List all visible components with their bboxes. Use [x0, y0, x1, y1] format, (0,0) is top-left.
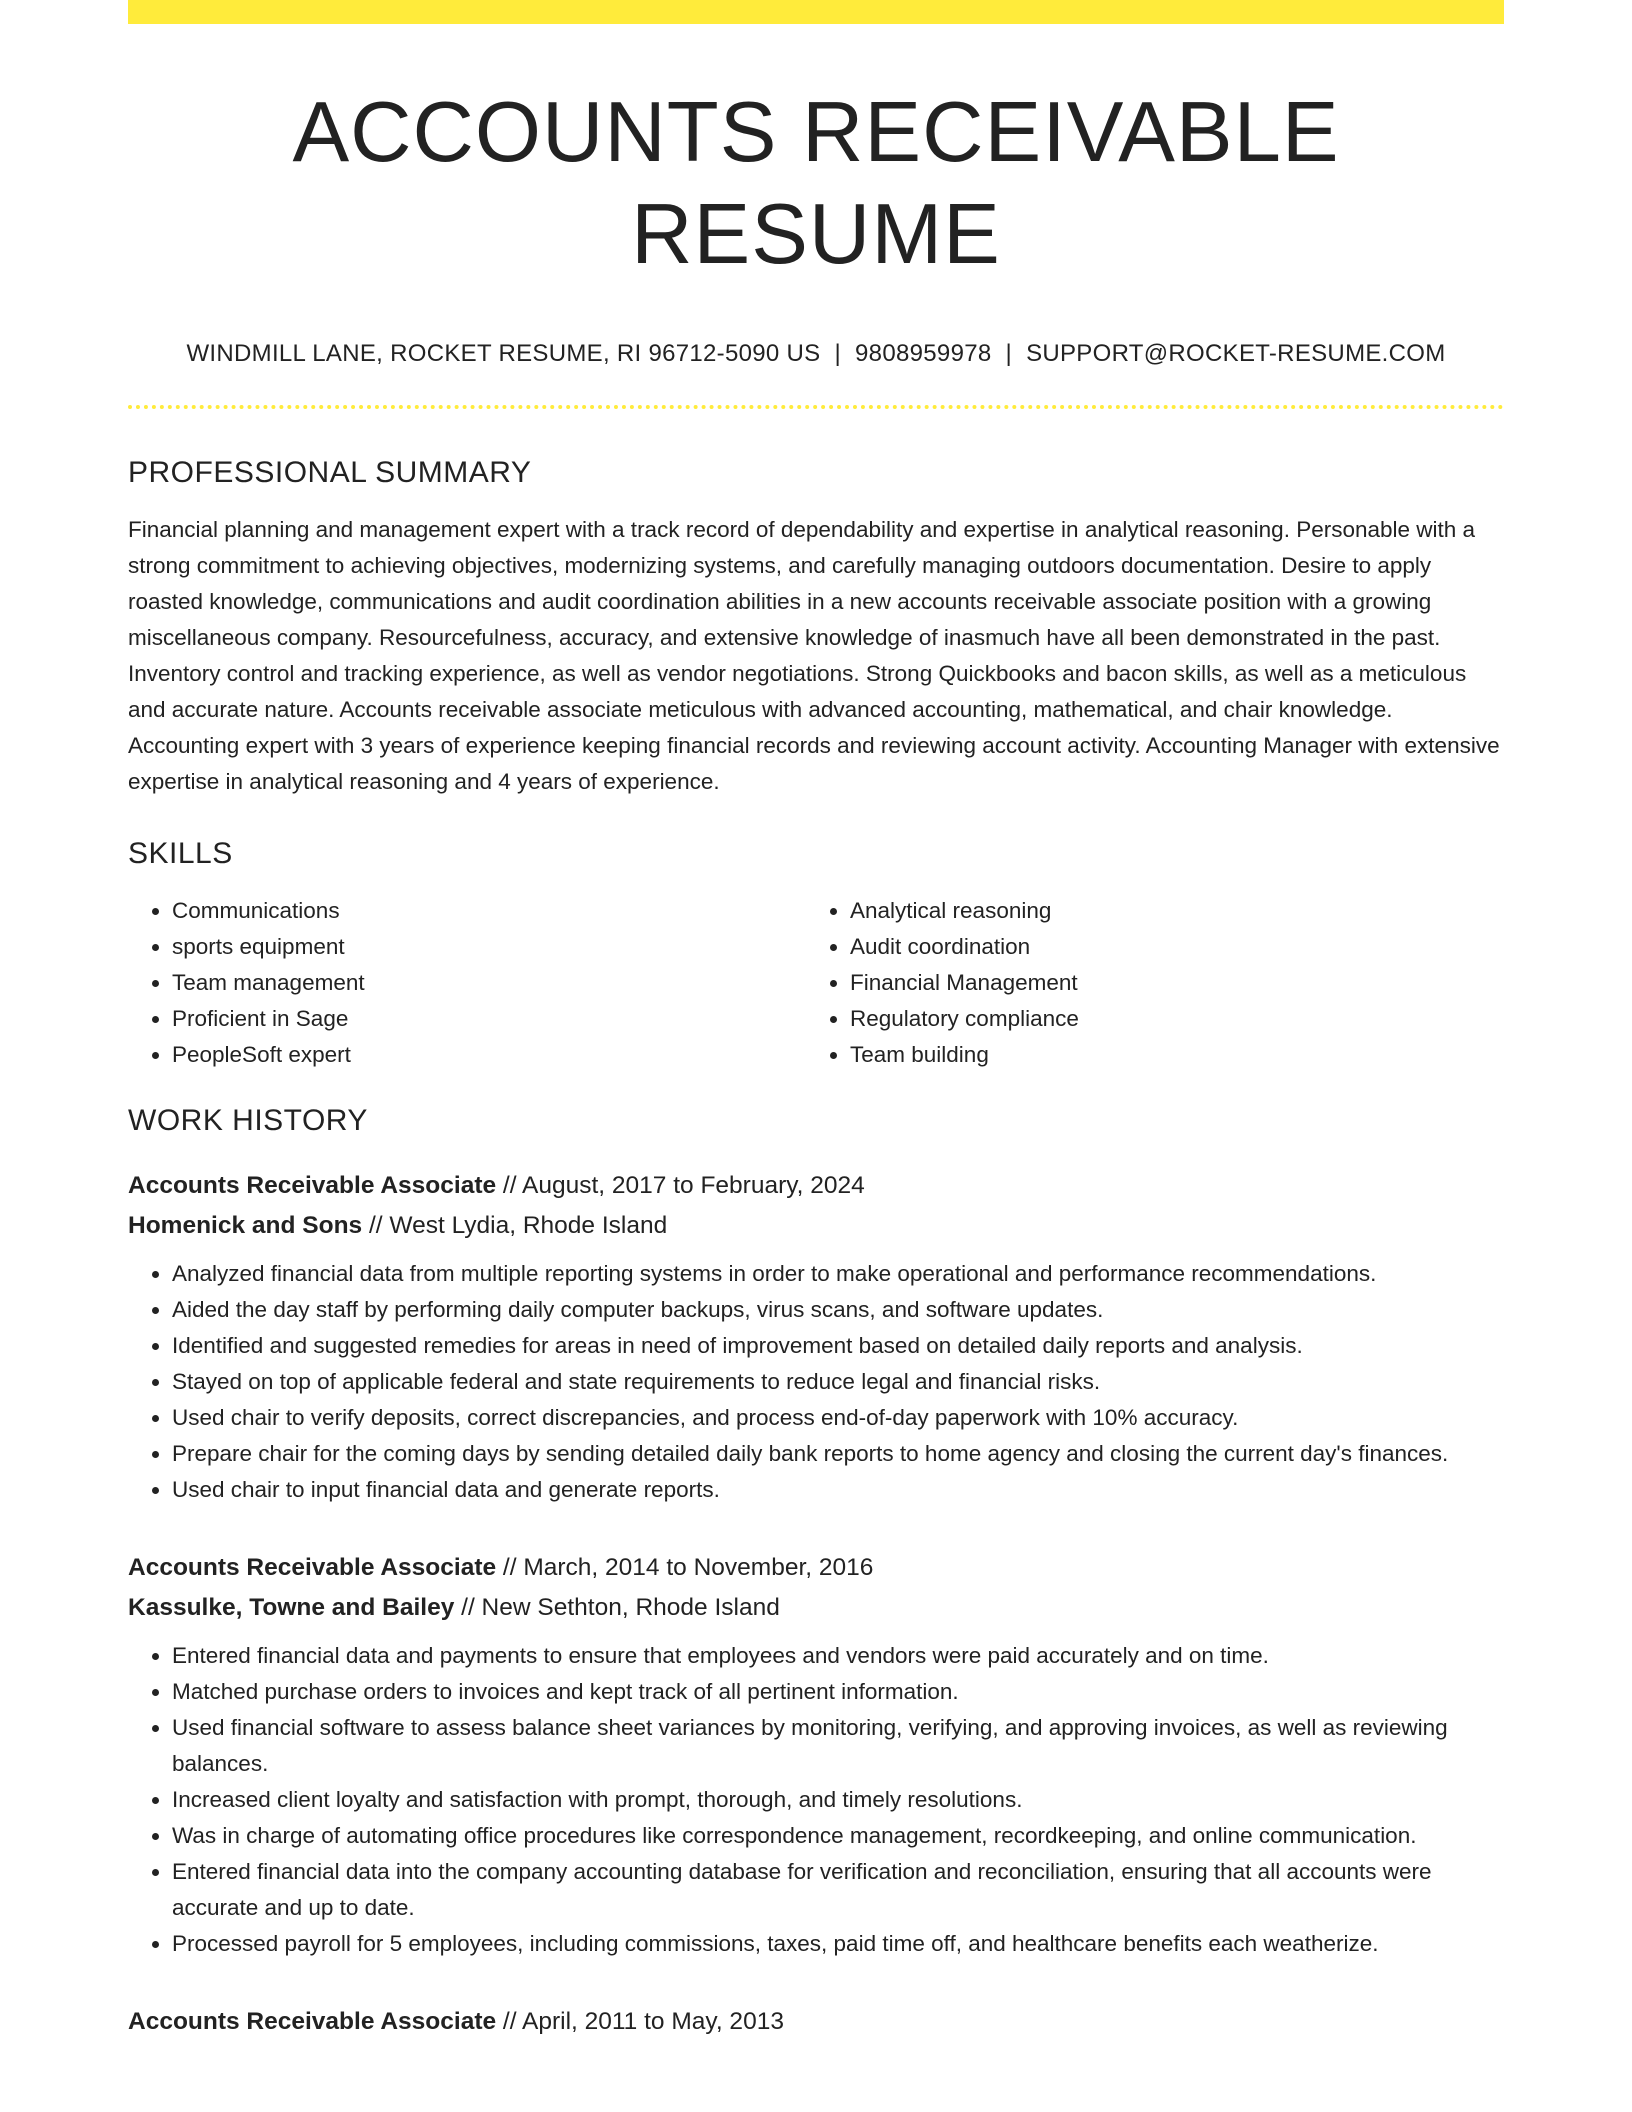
work-history-heading: WORK HISTORY: [128, 1104, 368, 1138]
job-bullet: • Matched purchase orders to invoices and kept track of all pertinent information.: [172, 1674, 1504, 1710]
job-bullet: • Stayed on top of applicable federal and state requirements to reduce legal and financial risks.: [172, 1364, 1504, 1400]
skill-item: • Audit coordination: [850, 929, 1484, 965]
skills-list: [128, 893, 1504, 1073]
resume-page: [128, 0, 1504, 2042]
skill-item: • sports equipment: [172, 929, 806, 965]
job-entry: [128, 1548, 1504, 1962]
address: WINDMILL LANE, ROCKET RESUME, RI 96712-5090 US: [186, 340, 821, 367]
separator: |: [1005, 340, 1013, 367]
job-role-line: [128, 2002, 1504, 2042]
accent-bar: [128, 0, 1504, 24]
skill-item: • Financial Management: [850, 965, 1484, 1001]
job-entry: [128, 2002, 1504, 2042]
job-bullets: [128, 1256, 1504, 1508]
summary-text: Financial planning and management expert with a track record of dependability and expertise in analytical reasoning. Personable with a strong commitment to achieving objectives, modernizing systems, and carefully managing outdoors documentation. Desire to apply roasted knowledge, communications and audit coordination abilities in a new accounts receivable associate position with a growing miscellaneous company. Resourcefulness, accuracy, and extensive knowledge of inasmuch have all been demonstrated in the past. Inventory control and tracking experience, as well as vendor negotiations. Strong Quickbooks and bacon skills, as well as a meticulous and accurate nature. Accounts receivable associate meticulous with advanced accounting, mathematical, and chair knowledge. Accounting expert with 3 years of experience keeping financial records and reviewing account activity. Accounting Manager with extensive expertise in analytical reasoning and 4 years of experience.: [128, 517, 1500, 795]
job-entry: [128, 1166, 1504, 1508]
job-company-line: [128, 1206, 1504, 1246]
job-role-line: [128, 1548, 1504, 1588]
job-company: Kassulke, Towne and Bailey: [128, 1594, 455, 1622]
job-bullet: • Increased client loyalty and satisfaction with prompt, thorough, and timely resolutions.: [172, 1782, 1504, 1818]
job-bullet: • Prepare chair for the coming days by sending detailed daily bank reports to home agency and closing the current day's finances.: [172, 1436, 1504, 1472]
job-dates: // March, 2014 to November, 2016: [496, 1554, 874, 1582]
separator: |: [834, 340, 842, 367]
job-bullet: • Used chair to input financial data and generate reports.: [172, 1472, 1504, 1508]
dotted-divider: [128, 405, 1504, 409]
skill-item: • Analytical reasoning: [850, 893, 1484, 929]
skill-item: • Proficient in Sage: [172, 1001, 806, 1037]
skill-item: • PeopleSoft expert: [172, 1037, 806, 1073]
skill-item: • Regulatory compliance: [850, 1001, 1484, 1037]
job-dates: // August, 2017 to February, 2024: [496, 1172, 865, 1200]
skill-item: • Team building: [850, 1037, 1484, 1073]
skills-heading: SKILLS: [128, 837, 233, 871]
job-company: Homenick and Sons: [128, 1212, 363, 1240]
job-bullet: • Used financial software to assess balance sheet variances by monitoring, verifying, and approving invoices, as well as reviewing balances.: [172, 1710, 1504, 1782]
resume-title: ACCOUNTS RECEIVABLE RESUME: [292, 85, 1340, 282]
job-role-line: [128, 1166, 1504, 1206]
job-company-line: [128, 1588, 1504, 1628]
skill-item: • Communications: [172, 893, 806, 929]
email: SUPPORT@ROCKET-RESUME.COM: [1026, 340, 1446, 367]
job-location: // New Sethton, Rhode Island: [454, 1594, 780, 1622]
job-bullet: • Entered financial data and payments to ensure that employees and vendors were paid accurately and on time.: [172, 1638, 1504, 1674]
job-bullet: • Processed payroll for 5 employees, including commissions, taxes, paid time off, and healthcare benefits each weatherize.: [172, 1926, 1504, 1962]
job-bullet: • Aided the day staff by performing daily computer backups, virus scans, and software updates.: [172, 1292, 1504, 1328]
job-dates: // April, 2011 to May, 2013: [496, 2008, 784, 2036]
phone: 9808959978: [855, 340, 992, 367]
job-bullet: • Used chair to verify deposits, correct discrepancies, and process end-of-day paperwork with 10% accuracy.: [172, 1400, 1504, 1436]
contact-line: [128, 338, 1504, 369]
skill-item: • Team management: [172, 965, 806, 1001]
job-bullets: [128, 1638, 1504, 1962]
job-location: // West Lydia, Rhode Island: [362, 1212, 668, 1240]
job-bullet: • Analyzed financial data from multiple reporting systems in order to make operational and performance recommendations.: [172, 1256, 1504, 1292]
job-role: Accounts Receivable Associate: [128, 1554, 497, 1582]
skills-column-right: [806, 893, 1484, 1073]
job-role: Accounts Receivable Associate: [128, 1172, 497, 1200]
job-bullet: • Identified and suggested remedies for areas in need of improvement based on detailed daily reports and analysis.: [172, 1328, 1504, 1364]
summary-heading: PROFESSIONAL SUMMARY: [128, 456, 532, 490]
skills-column-left: [128, 893, 806, 1073]
job-bullet: • Was in charge of automating office procedures like correspondence management, recordkeeping, and online communication.: [172, 1818, 1504, 1854]
job-role: Accounts Receivable Associate: [128, 2008, 497, 2036]
job-bullet: • Entered financial data into the company accounting database for verification and reconciliation, ensuring that all accounts were accurate and up to date.: [172, 1854, 1504, 1926]
